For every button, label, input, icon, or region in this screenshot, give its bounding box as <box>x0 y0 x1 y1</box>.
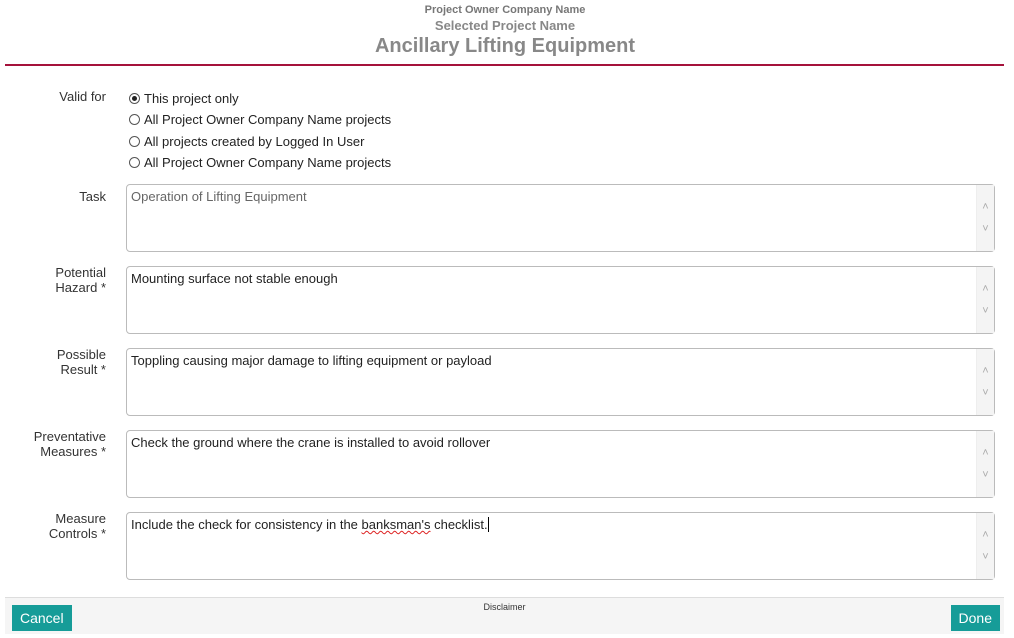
company-name: Project Owner Company Name <box>424 4 586 16</box>
chevron-down-icon[interactable]: ˅ <box>982 223 989 235</box>
measures-value: Check the ground where the crane is installed to avoid rollover <box>131 435 491 450</box>
radio-option-label: All projects created by Logged In User <box>144 133 365 149</box>
done-button[interactable]: Done <box>951 605 1000 631</box>
valid-for-label: Valid for <box>59 89 106 104</box>
hazard-field[interactable] <box>126 266 995 334</box>
result-value: Toppling causing major damage to lifting equipment or payload <box>131 353 492 368</box>
task-scrollbar[interactable] <box>976 185 994 251</box>
hazard-value: Mounting surface not stable enough <box>131 271 338 286</box>
measures-label-line2: Measures * <box>40 444 106 459</box>
radio-option-this-project[interactable] <box>129 89 239 107</box>
cancel-button[interactable]: Cancel <box>12 605 72 631</box>
chevron-up-icon[interactable]: ˄ <box>982 201 989 213</box>
radio-option-owner-projects[interactable] <box>129 110 391 128</box>
controls-label-line1: Measure <box>55 511 106 526</box>
result-field[interactable] <box>126 348 995 416</box>
radio-unselected-icon[interactable] <box>129 114 140 125</box>
hazard-scrollbar[interactable] <box>976 267 994 333</box>
task-value: Operation of Lifting Equipment <box>131 189 307 204</box>
result-label <box>0 347 106 377</box>
chevron-up-icon[interactable]: ˄ <box>982 447 989 459</box>
controls-value-post: checklist. <box>430 517 488 532</box>
controls-value <box>131 517 489 532</box>
measures-scrollbar[interactable] <box>976 431 994 497</box>
controls-value-pre: Include the check for consistency in the <box>131 517 362 532</box>
hazard-label-line2: Hazard * <box>55 280 106 295</box>
text-caret <box>488 517 489 532</box>
radio-unselected-icon[interactable] <box>129 136 140 147</box>
controls-label-line2: Controls * <box>48 526 106 541</box>
chevron-up-icon[interactable]: ˄ <box>982 283 989 295</box>
radio-option-user-projects[interactable] <box>129 132 364 150</box>
radio-unselected-icon[interactable] <box>129 157 140 168</box>
result-label-line1: Possible <box>56 347 106 362</box>
spellcheck-word: banksman's <box>361 517 431 532</box>
result-scrollbar[interactable] <box>976 349 994 415</box>
hazard-label-line1: Potential <box>55 265 106 280</box>
page-header <box>0 0 1014 66</box>
radio-option-owner-projects-2[interactable] <box>129 153 391 171</box>
radio-selected-icon[interactable] <box>129 93 140 104</box>
chevron-up-icon[interactable]: ˄ <box>982 365 989 377</box>
measures-label-line1: Preventative <box>33 429 106 444</box>
measures-field[interactable] <box>126 430 995 498</box>
task-label: Task <box>79 189 106 204</box>
controls-field[interactable] <box>126 512 995 580</box>
chevron-down-icon[interactable]: ˅ <box>982 387 989 399</box>
project-name: Selected Project Name <box>434 18 576 33</box>
radio-option-label: All Project Owner Company Name projects <box>144 111 392 127</box>
controls-scrollbar[interactable] <box>976 513 994 579</box>
radio-option-label: All Project Owner Company Name projects <box>144 154 392 170</box>
result-label-line2: Result * <box>60 362 106 377</box>
chevron-down-icon[interactable]: ˅ <box>982 469 989 481</box>
page-title: Ancillary Lifting Equipment <box>374 35 635 57</box>
measures-label <box>0 429 106 459</box>
chevron-up-icon[interactable]: ˄ <box>982 529 989 541</box>
header-divider <box>5 64 1004 66</box>
disclaimer-link[interactable]: Disclaimer <box>483 602 526 612</box>
chevron-down-icon[interactable]: ˅ <box>982 305 989 317</box>
radio-option-label: This project only <box>144 90 239 106</box>
controls-label <box>0 511 106 541</box>
task-field[interactable] <box>126 184 995 252</box>
hazard-label <box>0 265 106 295</box>
chevron-down-icon[interactable]: ˅ <box>982 551 989 563</box>
footer-bar <box>5 597 1004 634</box>
